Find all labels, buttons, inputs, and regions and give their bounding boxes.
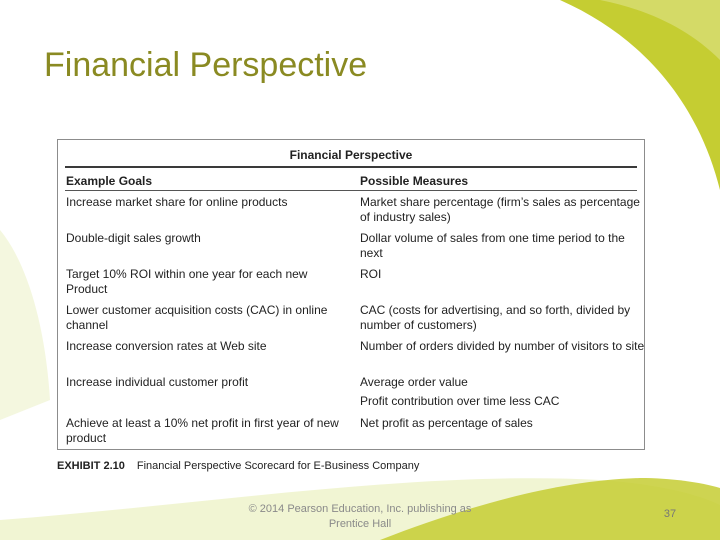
table-heading: Financial Perspective bbox=[289, 148, 413, 162]
exhibit-label: EXHIBIT 2.10 bbox=[57, 460, 125, 472]
measure-cell: Market share percentage (firm’s sales as percentage of industry sales) bbox=[360, 195, 640, 224]
measure-cell: CAC (costs for advertising, and so forth, divided by number of customers) bbox=[360, 303, 631, 332]
measure-cell: Dollar volume of sales from one time period to the next bbox=[360, 231, 625, 260]
slide-title: Financial Perspective bbox=[44, 46, 368, 84]
goal-cell: Increase conversion rates at Web site bbox=[66, 339, 267, 353]
column-header-goals: Example Goals bbox=[66, 174, 153, 188]
goal-cell: Increase market share for online products bbox=[66, 195, 288, 209]
page-number: 37 bbox=[663, 508, 677, 520]
column-header-measures: Possible Measures bbox=[360, 174, 469, 188]
exhibit-caption bbox=[57, 460, 419, 472]
header-rule bbox=[65, 190, 637, 191]
goal-cell: Target 10% ROI within one year for each new Product bbox=[66, 267, 308, 296]
goal-cell: Achieve at least a 10% net profit in first year of new product bbox=[66, 416, 339, 445]
measure-cell: Number of orders divided by number of visitors to site bbox=[360, 339, 645, 353]
measure-cell: Average order value bbox=[360, 375, 468, 389]
goal-cell: Lower customer acquisition costs (CAC) in online channel bbox=[66, 303, 328, 332]
goal-cell: Double-digit sales growth bbox=[66, 231, 201, 245]
copyright-footer: © 2014 Pearson Education, Inc. publishing as Prentice Hall bbox=[248, 503, 472, 530]
goal-cell: Increase individual customer profit bbox=[66, 375, 249, 389]
measure-cell: Net profit as percentage of sales bbox=[360, 416, 533, 430]
exhibit-table bbox=[57, 139, 645, 450]
left-light-swoosh bbox=[0, 230, 50, 420]
measure-cell: ROI bbox=[360, 267, 382, 281]
heading-rule bbox=[65, 166, 637, 168]
measure-cell: Profit contribution over time less CAC bbox=[360, 394, 560, 408]
exhibit-caption-text: Financial Perspective Scorecard for E-Business Company bbox=[136, 460, 420, 472]
